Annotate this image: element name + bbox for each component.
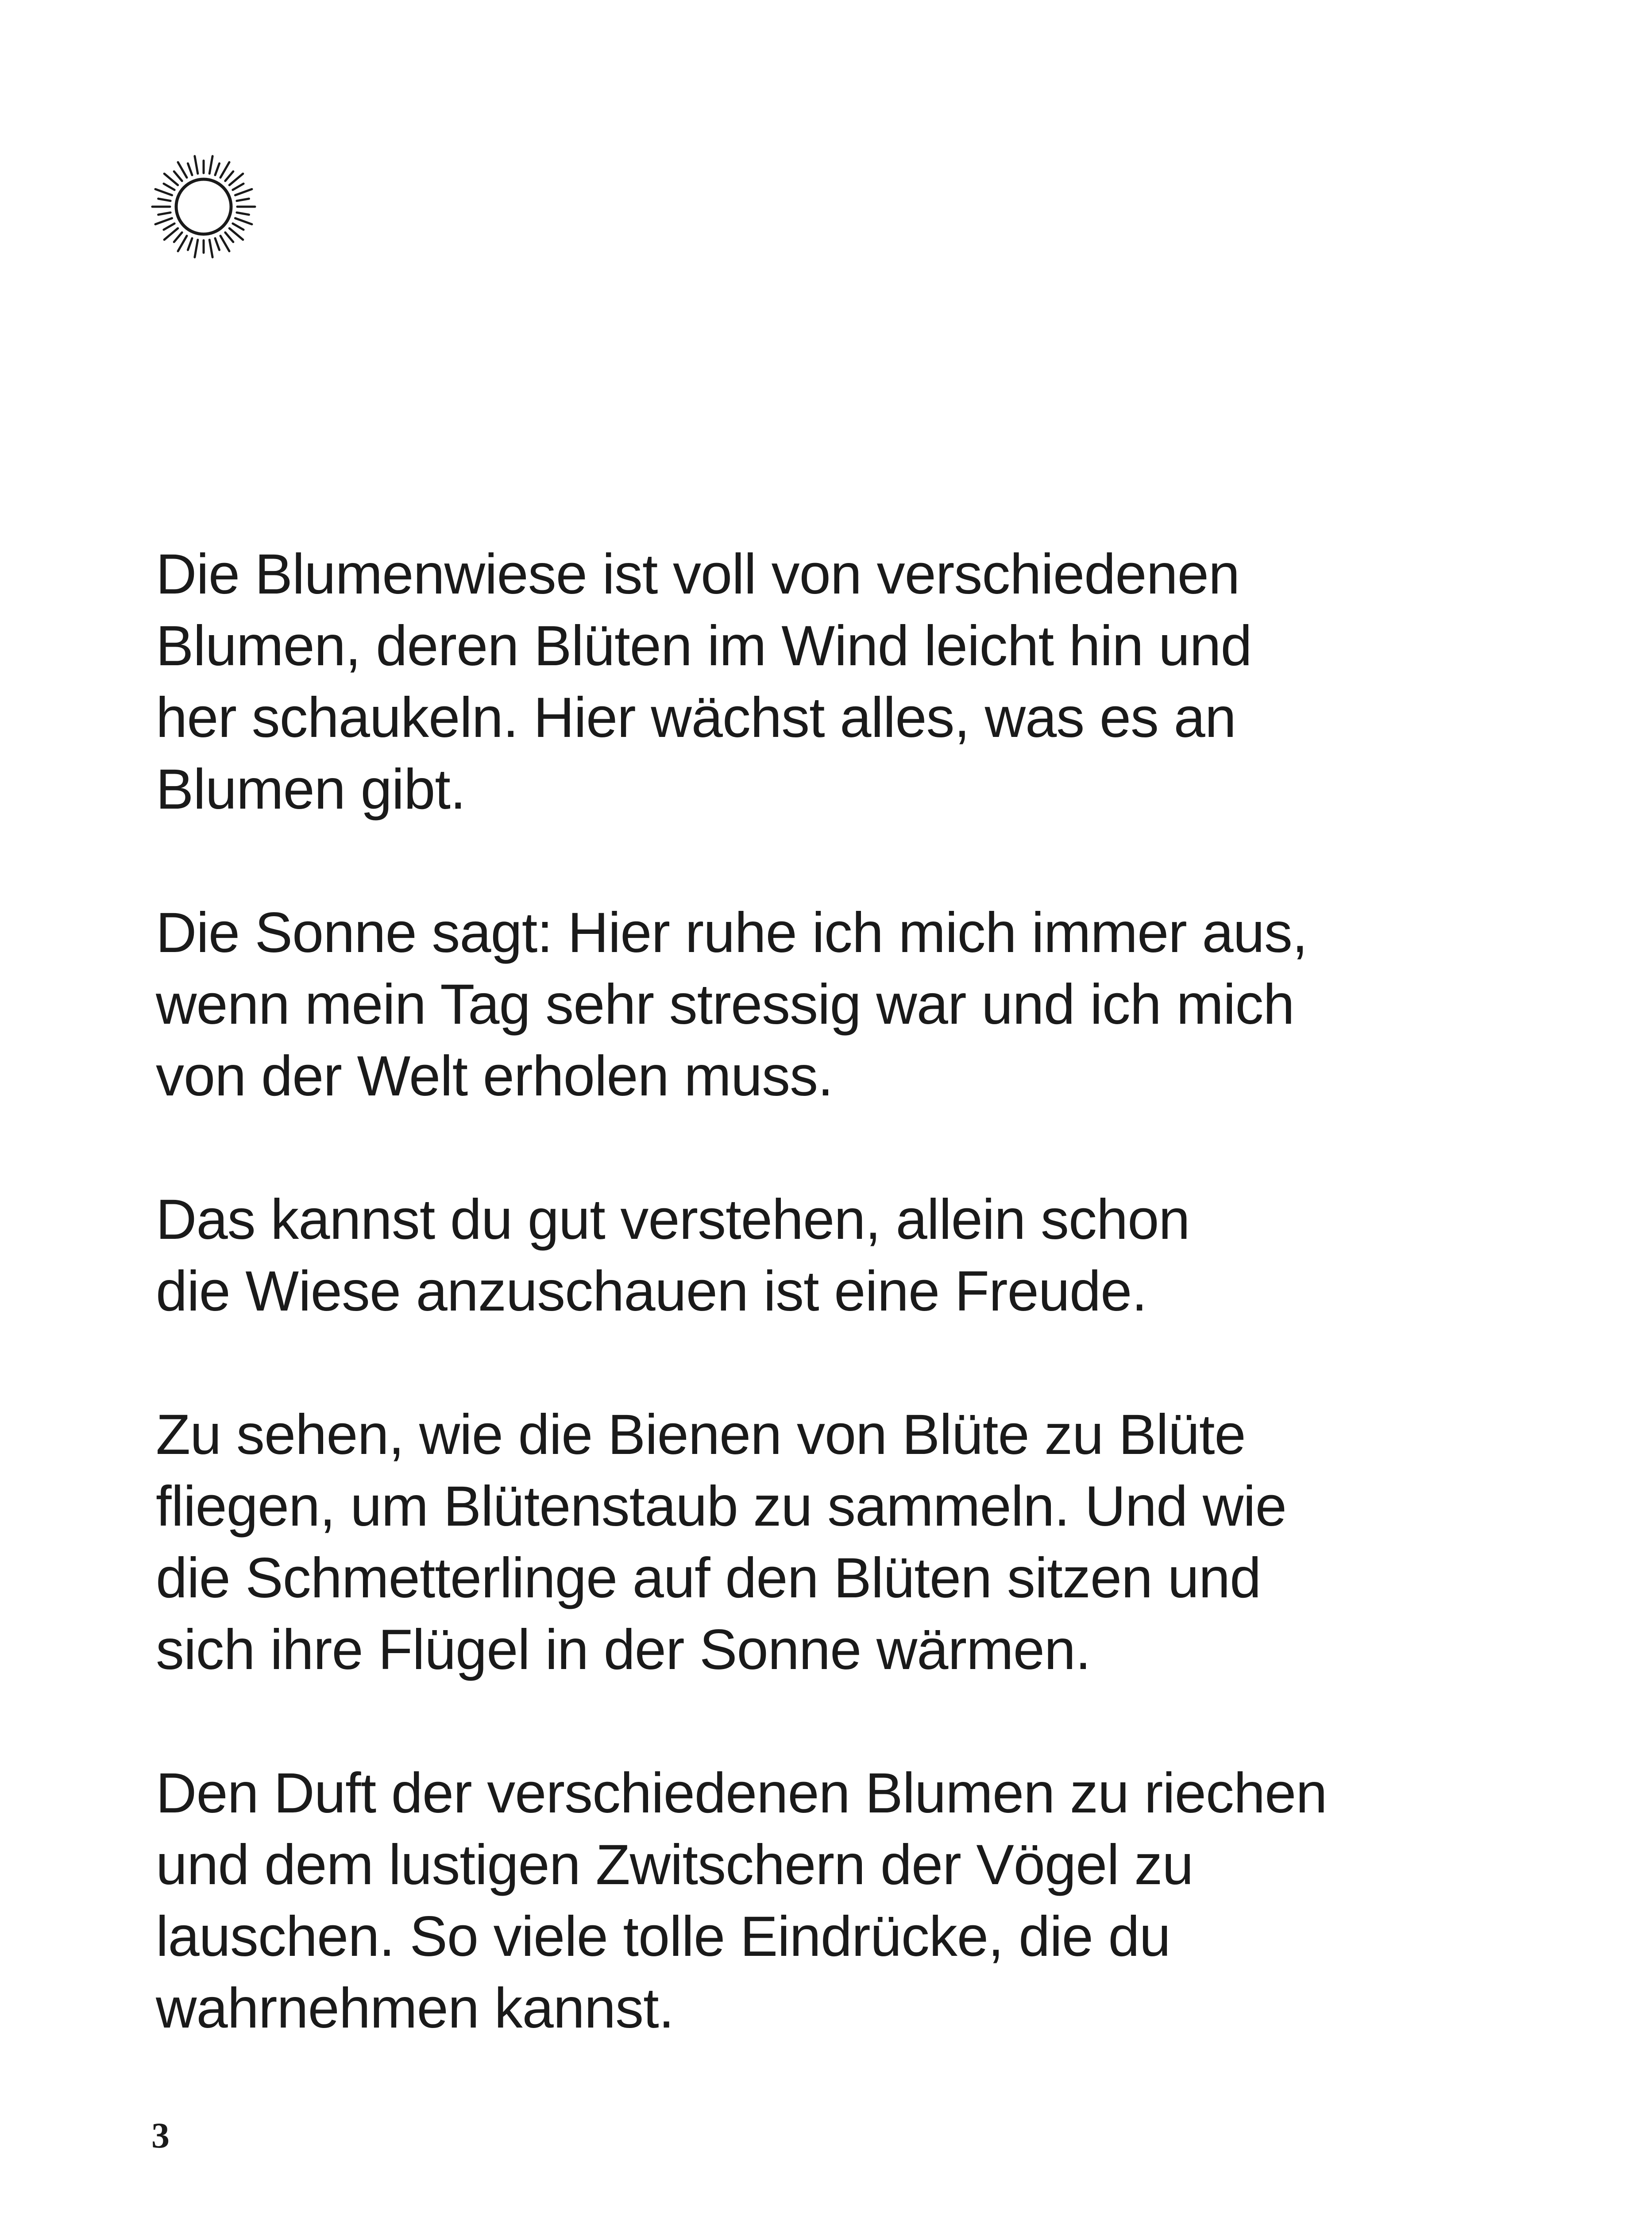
sun-ray [178,236,187,251]
story-text [156,539,1484,2116]
text-line: wahrnehmen kannst. [156,1977,674,2040]
sun-ray [209,156,212,173]
sun-ray [229,173,243,185]
text-line: sich ihre Flügel in der Sonne wärmen. [156,1618,1091,1681]
sun-ray [188,163,192,175]
sun-ray [235,218,252,224]
text-line: Den Duft der verschiedenen Blumen zu riechen [156,1762,1327,1825]
sun-ray [235,189,252,195]
paragraph-5 [156,1758,1484,2044]
sun-ray [174,232,182,242]
sun-ray [164,228,178,240]
page-number: 3 [151,2115,170,2155]
sun-ray [209,240,212,257]
text-line: Blumen, deren Blüten im Wind leicht hin und [156,614,1252,678]
sun-ray [164,224,174,230]
sun-ray [229,228,243,240]
sun-ray [164,184,174,190]
sun-ray [233,224,243,230]
sun-ray [195,156,198,173]
text-line: die Wiese anzuschauen ist eine Freude. [156,1260,1147,1323]
text-line: von der Welt erholen muss. [156,1045,833,1108]
text-line: her schaukeln. Hier wächst alles, was es an [156,686,1236,749]
text-line: Die Blumenwiese ist voll von verschiedenen [156,543,1240,606]
text-line: und dem lustigen Zwitschern der Vögel zu [156,1833,1193,1897]
sun-ray [195,240,198,257]
text-line: fliegen, um Blütenstaub zu sammeln. Und wie [156,1475,1286,1538]
text-line: Blumen gibt. [156,758,466,821]
sun-ray [188,238,192,250]
text-line: Zu sehen, wie die Bienen von Blüte zu Blüte [156,1403,1246,1466]
sun-ray [215,238,220,250]
sun-ray [225,232,233,242]
sun-ray [155,189,172,195]
sun-ray [225,171,233,181]
paragraph-4 [156,1399,1484,1686]
sun-ray [215,163,220,175]
sun-ray [158,212,171,215]
paragraph-1 [156,539,1484,825]
text-line: lauschen. So viele tolle Eindrücke, die du [156,1905,1170,1968]
sun-ray [233,184,243,190]
sun-icon [151,154,257,260]
sun-ray [158,199,171,201]
sun-ray [174,171,182,181]
sun-ray [220,236,229,251]
text-line: Die Sonne sagt: Hier ruhe ich mich immer aus, [156,901,1308,964]
paragraph-3 [156,1184,1484,1327]
sun-ray [178,162,187,178]
sun-ray [155,218,172,224]
sun-ray [237,199,249,201]
sun-ray [220,162,229,178]
text-line: Das kannst du gut verstehen, allein schon [156,1188,1190,1251]
sun-ray [237,212,249,215]
sun-ray [164,173,178,185]
paragraph-2 [156,897,1484,1112]
text-line: die Schmetterlinge auf den Blüten sitzen und [156,1546,1261,1610]
text-line: wenn mein Tag sehr stressig war und ich mich [156,973,1294,1036]
